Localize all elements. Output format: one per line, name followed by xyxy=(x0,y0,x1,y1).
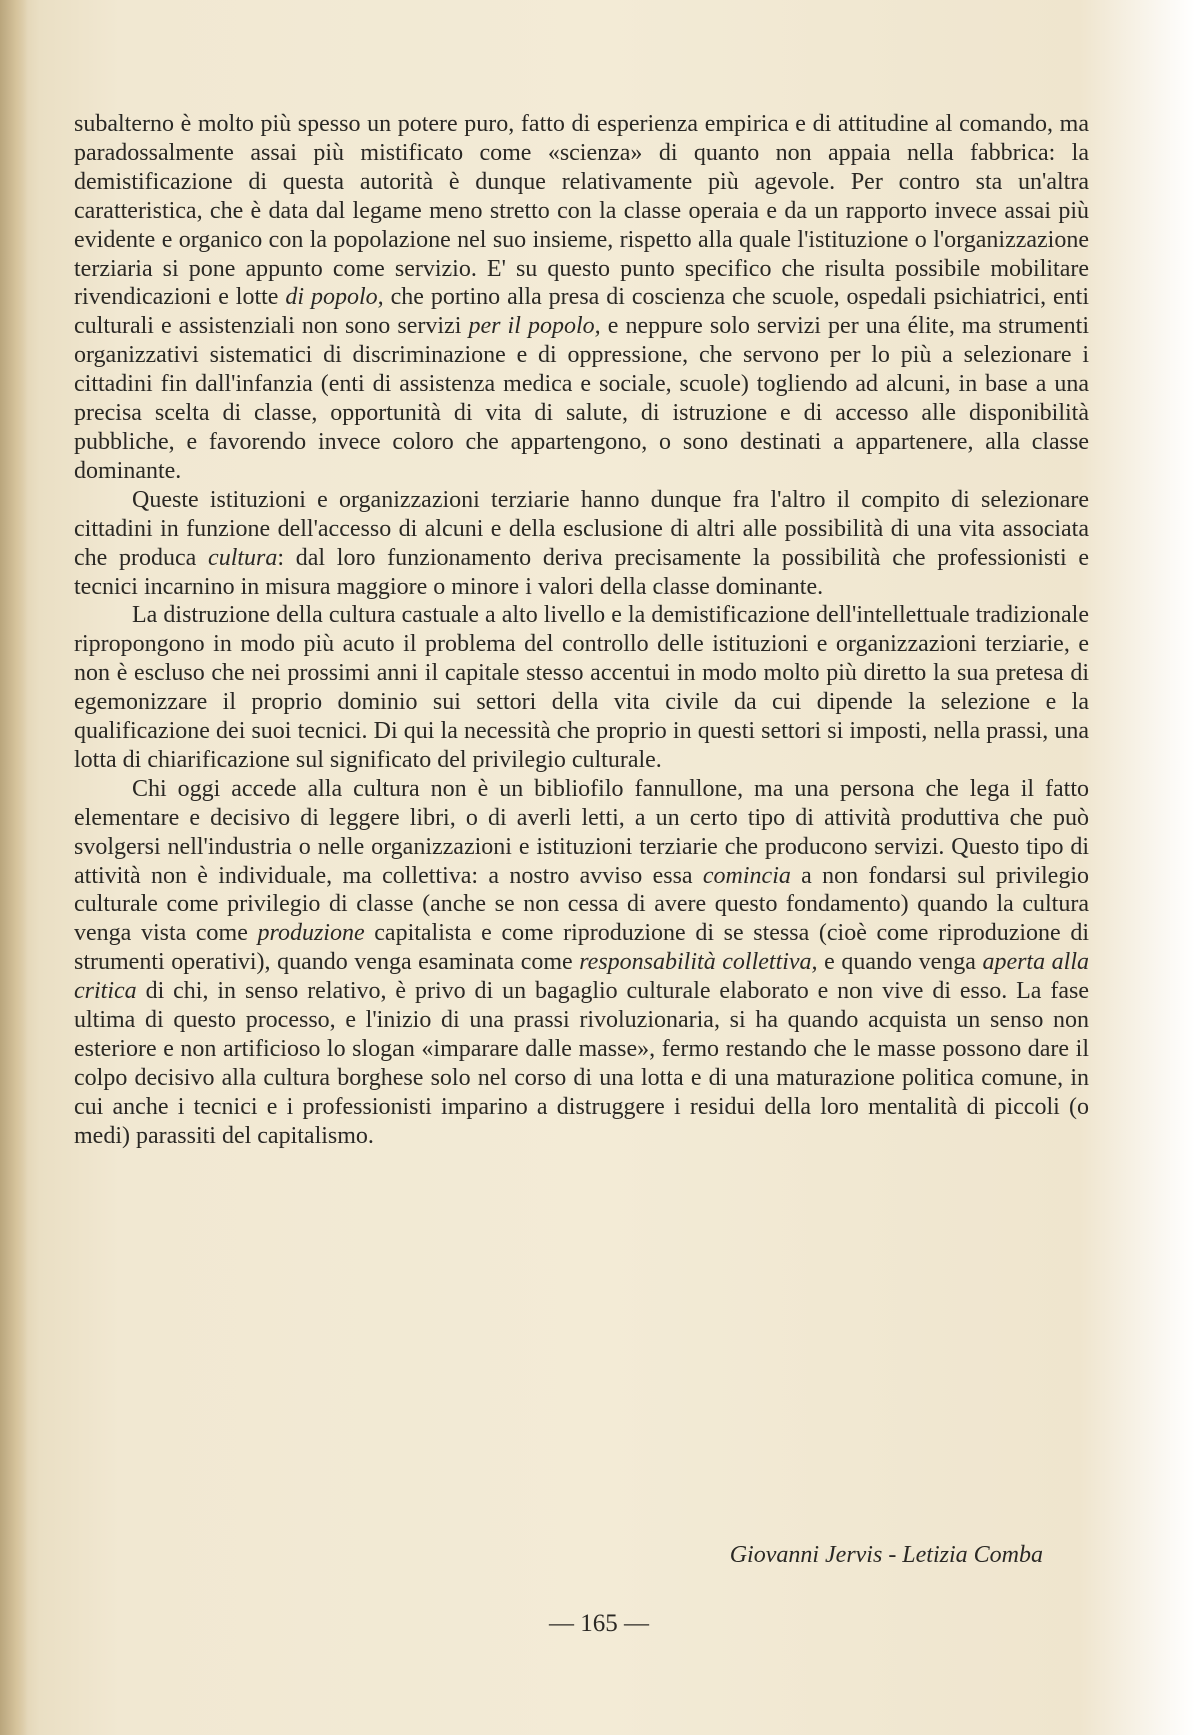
paragraph-3 xyxy=(74,601,1089,774)
body-text xyxy=(74,110,1089,1151)
text-run: e neppure solo servizi per una élite, ma strumenti organizzativi sistematici di discriminazione e di oppressione, che servono per lo più a selezionare i cittadini fin dall'infanzia (enti di assistenza medica e sociale, scuole) togliendo ad alcuni, in base a una precisa scelta di classe, opportunità di vita di salute, di istruzione e di accesso alle disponibilità pubbliche, e favorendo invece coloro che appartengono, o sono destinati a appartenere, alla classe dominante. xyxy=(74,313,1090,484)
text-run: e quando venga xyxy=(817,949,983,976)
text-run: a non fondarsi sul privilegio culturale come privilegio di classe (anche se non cessa di avere questo fondamento) quando la cultura venga vista come xyxy=(74,862,1090,947)
text-run: subalterno è molto più spesso un potere puro, fatto di esperienza empirica e di attitudine al comando, ma paradossalmente assai più mistificato come «scienza» di quanto non appaia nella fabbrica: la demistificazione di questa autorità è dunque relativamente più agevole. Per contro sta un'altra caratteristica, che è data dal legame meno stretto con la classe operaia e da un rapporto invece assai più evidente e organico con la popolazione nel suo insieme, rispetto alla quale l'istituzione o l'organizzazione terziaria si pone appunto come servizio. E' su questo punto specifico che risulta possibile mobilitare rivendicazioni e lotte xyxy=(74,111,1089,311)
italic-run: produzione xyxy=(257,920,365,947)
italic-run: comincia xyxy=(702,862,791,889)
text-run: Chi oggi accede alla cultura non è un bibliofilo fannullone, ma una persona che lega il fatto elementare e decisivo di leggere libri, o di averli letti, a un certo tipo di attività produttiva che può svolgersi nell'industria o nelle organizzazioni e istituzioni terziarie che producono servizi. Questo tipo di attività non è individuale, ma collettiva: a nostro avviso essa xyxy=(74,775,1089,889)
page-binding-shadow xyxy=(0,0,28,1735)
author-signature: Giovanni Jervis - Letizia Comba xyxy=(729,1542,1043,1568)
text-run: La distruzione della cultura castuale a alto livello e la demistificazione dell'intellettuale tradizionale ripropongono in modo più acuto il problema del controllo delle istituzioni e organizzazioni terziarie, e non è escluso che nei prossimi anni il capitale stesso accentui in modo molto più diretto la sua pretesa di egemonizzare il proprio dominio sui settori della vita civile da cui dipende la selezione e la qualificazione dei suoi tecnici. Di qui la necessità che proprio in questi settori si imposti, nella prassi, una lotta di chiarificazione sul significato del privilegio culturale. xyxy=(74,602,1089,773)
paragraph-1 xyxy=(74,110,1089,486)
text-run: che portino alla presa di coscienza che scuole, ospedali psichiatrici, enti culturali e assistenziali non sono servizi xyxy=(74,284,1090,340)
text-run: di chi, in senso relativo, è privo di un bagaglio culturale elaborato e non vive di esso. La fase ultima di questo processo, e l'inizio di una prassi rivoluzionaria, si ha quando acquista un senso non esteriore e non artificioso lo slogan «imparare dalle masse», fermo restando che le masse possono dare il colpo decisivo alla cultura borghese solo nel corso di una lotta e di una maturazione politica comune, in cui anche i tecnici e i professionisti imparino a distruggere i residui della loro mentalità di piccoli (o medi) parassiti del capitalismo. xyxy=(74,978,1089,1149)
text-run: Queste istituzioni e organizzazioni terziarie hanno dunque fra l'altro il compito di selezionare cittadini in funzione dell'accesso di alcuni e della esclusione di altri alle possibilità di una vita associata che produca xyxy=(74,486,1089,571)
page-number: — 165 — xyxy=(549,1610,649,1637)
italic-run: cultura xyxy=(208,544,278,571)
italic-run: responsabilità collettiva, xyxy=(579,949,818,976)
text-run: capitalista e come riproduzione di se stessa (cioè come riproduzione di strumenti operativi), quando venga esaminata come xyxy=(74,920,1090,976)
italic-run: aperta alla critica xyxy=(74,949,1089,1005)
italic-run: di popolo, xyxy=(285,284,384,311)
paragraph-4 xyxy=(74,775,1089,1151)
text-run: : dal loro funzionamento deriva precisamente la possibilità che professionisti e tecnici incarnino in misura maggiore o minore i valori della classe dominante. xyxy=(74,544,1089,600)
paragraph-2 xyxy=(74,486,1089,602)
italic-run: per il popolo, xyxy=(468,313,601,340)
